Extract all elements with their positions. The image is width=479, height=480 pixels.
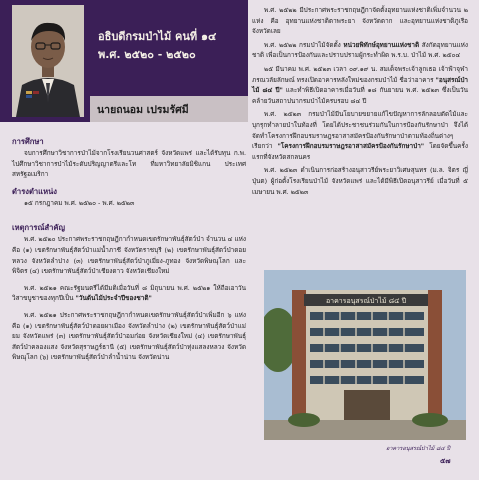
- right-paragraph-4-text-a: พ.ศ. ๒๕๒๓ กรมป่าไม้มีนโยบายขยายแก้ไขปัญหาการลักลอบตัดไม้และบุกรุกทำลายป่าในท้องที่ โดยได้ประชาชนร่วมกันในการป้องกันรักษาป่า จึงได้จัดทำโครงการฝึกอบรมราษฎรอาสาสมัครป้องกันรักษาป่าตามท้องถิ่นต่างๆ เรียกว่า: [252, 110, 468, 151]
- right-column: [252, 5, 468, 200]
- header-title: [98, 28, 248, 64]
- right-paragraph-3-text-a: ๒๕ มีนาคม พ.ศ. ๒๕๒๓ เวลา ๐๙.๑๙ น. สมเด็จพระเจ้าลูกเธอ เจ้าฟ้าจุฬาภรณวลัยลักษณ์ ทรงเปิดอาคารหลังใหม่ของกรมป่าไม้ ชื่อว่าอาคาร: [252, 64, 468, 84]
- right-paragraph-2-text-a: พ.ศ. ๒๕๒๒ กรมป่าไม้จัดตั้ง: [264, 40, 344, 49]
- building-illustration: [264, 270, 466, 440]
- position-heading: ดำรงตำแหน่ง: [12, 186, 57, 196]
- right-paragraph-4: [252, 109, 468, 162]
- events-heading: เหตุการณ์สำคัญ: [12, 223, 65, 233]
- right-paragraph-2-text-b: สังกัดอุทยานแห่งชาติ เพื่อเป็นการป้องกันและปราบปรามผู้กระทำผิด พ.ร.บ. ป่าไม้ พ.ศ. ๒๕๐๔: [252, 40, 468, 60]
- portrait-illustration: [12, 5, 84, 117]
- right-paragraph-3: [252, 64, 468, 106]
- building-sign-text: อาคารอนุสรณ์ป่าไม้ ๘๔ ปี: [325, 297, 407, 305]
- events-paragraph-2-emphasis: "วันต้นไม้ประจำปีของชาติ": [75, 294, 152, 303]
- page-number: ๕๗: [440, 457, 451, 465]
- header-title-line2: พ.ศ. ๒๕๒๐ - ๒๕๒๐: [98, 48, 196, 61]
- events-paragraph-2: [12, 283, 246, 304]
- right-paragraph-3-emphasis: "อนุสรณ์ป่าไม้ ๘๔ ปี": [252, 75, 468, 95]
- events-paragraph-3: พ.ศ. ๒๕๒๑ ประกาศพระราชกฤษฎีกากำหนดเขตรักษาพันธุ์สัตว์ป่าเพิ่มอีก ๖ แห่ง คือ (๑) เขตรักษาพันธุ์สัตว์ป่าดอยผาเมือง จังหวัดลำปาง (๒) เขตรักษาพันธุ์สัตว์ป่าแม่ยม จังหวัดแพร่ (๓) เขตรักษาพันธุ์สัตว์ป่าอมก๋อย จังหวัดเชียงใหม่ (๔) เขตรักษาพันธุ์สัตว์ป่าคลองแสง จังหวัดสุราษฎร์ธานี (๕) เขตรักษาพันธุ์สัตว์ป่าทุ่งแสลงหลวง จังหวัดพิษณุโลก (๖) เขตรักษาพันธุ์สัตว์ป่าลำน้ำน่าน จังหวัดน่าน: [12, 310, 246, 362]
- events-paragraph-1: พ.ศ. ๒๕๒๐ ประกาศพระราชกฤษฎีกากำหนดเขตรักษาพันธุ์สัตว์ป่า จำนวน ๔ แห่ง คือ (๑) เขตรักษาพันธุ์สัตว์ป่าแม่น้ำภาชี จังหวัดราชบุรี (๒) เขตรักษาพันธุ์สัตว์ป่าดอยหลวง จังหวัดลำปาง (๓) เขตรักษาพันธุ์สัตว์ป่าภูเมี่ยง-ภูทอง จังหวัดพิษณุโลก และพิจิตร (๔) เขตรักษาพันธุ์สัตว์ป่าเชียงดาว จังหวัดเชียงใหม่: [12, 235, 246, 276]
- header-title-line1: อธิบดีกรมป่าไม้ คนที่ ๑๔: [98, 30, 217, 43]
- right-paragraph-4-text-b: โดยจัดขึ้นครั้งแรกที่จังหวัดสกลนคร: [252, 142, 468, 161]
- photo-caption: อาคารอนุสรณ์ป่าไม้ ๘๔ ปี: [386, 446, 451, 452]
- position-text: ๑๕ กรกฎาคม พ.ศ. ๒๕๒๐ - พ.ศ. ๒๕๒๓: [24, 198, 135, 207]
- education-text: จบการศึกษาวิชาการป่าไม้จากโรงเรียนวนศาสตร์ จังหวัดแพร่ และได้รับทุน ก.พ. ไปศึกษาวิชาการป่าไม้ระดับปริญญาตรีและโท ที่มหาวิทยาลัยมิชิแกน ประเทศสหรัฐอเมริกา: [12, 149, 246, 179]
- right-paragraph-4-emphasis: "โครงการฝึกอบรมราษฎรอาสาสมัครป้องกันรักษาป่า": [277, 142, 425, 151]
- right-paragraph-2-emphasis: หน่วยพิทักษ์อุทยานแห่งชาติ: [343, 40, 420, 49]
- left-column: [12, 136, 246, 369]
- portrait-photo: [12, 5, 84, 117]
- education-heading: การศึกษา: [12, 137, 44, 146]
- right-paragraph-1: พ.ศ. ๒๕๒๒ มีประกาศพระราชกฤษฎีกาจัดตั้งอุทยานแห่งชาติเพิ่มจำนวน ๒ แห่ง คือ อุทยานแห่งชาติตาพระยา จังหวัดตาก และอุทยานแห่งชาติภูเรือ จังหวัดเลย: [252, 6, 468, 36]
- right-paragraph-5: พ.ศ. ๒๕๒๓ ดำเนินการก่อสร้างอนุสาวรีย์พระยาวิเศษสุนทร (ม.ล. จิตร ญี่ปุ่นต) ผู้ก่อตั้งโรงเรียนป่าไม้ จังหวัดแพร่ และได้มีพิธีเปิดอนุสาวรีย์ เมื่อวันที่ ๕ เมษายน พ.ศ. ๒๕๒๓: [252, 166, 468, 196]
- director-name: นายถนอม เปรมรัศมี: [97, 104, 189, 116]
- right-paragraph-3-text-b: และทำพิธีเปิดอาคารเมื่อวันที่ ๑๘ กันยายน พ.ศ. ๒๕๒๓ ซึ่งเป็นวันคล้ายวันสถาปนากรมป่าไม้ครบรอบ ๘๔ ปี: [252, 86, 469, 105]
- events-paragraph-2-text: พ.ศ. ๒๕๒๑ คณะรัฐมนตรีได้มีมติเมื่อวันที่ ๘ มิถุนายน พ.ศ. ๒๕๒๑ ให้ถือเอาวันวิสาขบูชาของทุกปีเป็น: [12, 283, 246, 303]
- right-paragraph-2: [252, 40, 468, 61]
- building-photo: [264, 270, 466, 440]
